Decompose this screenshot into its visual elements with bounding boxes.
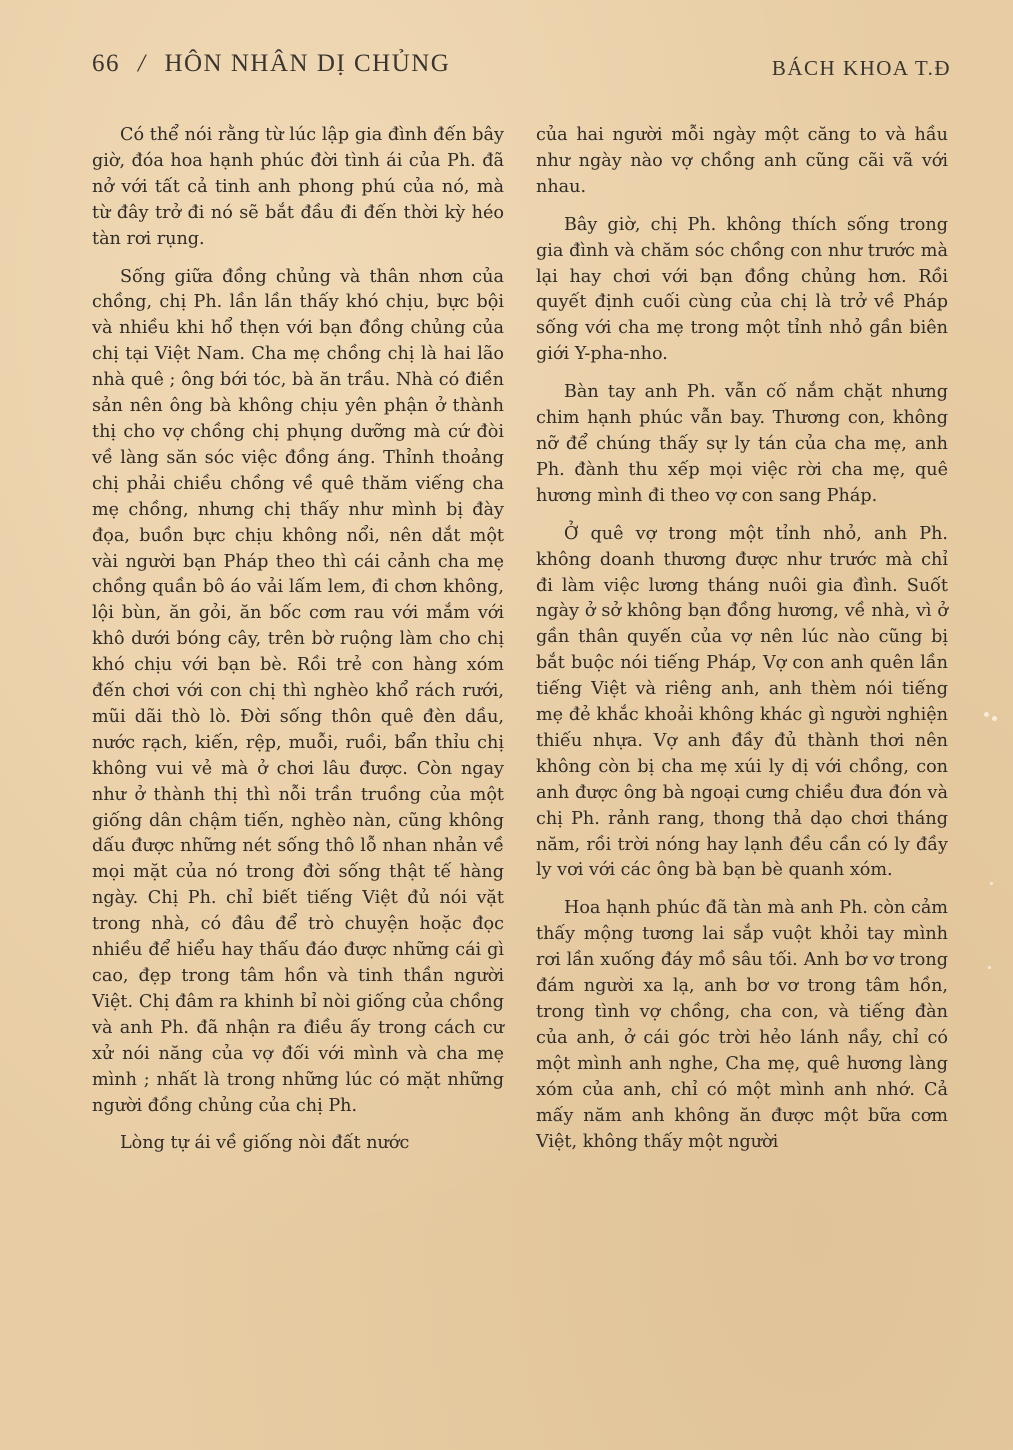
publication-name: BÁCH KHOA T.Đ: [771, 56, 951, 80]
paragraph: Bàn tay anh Ph. vẫn cố nắm chặt nhưng chim hạnh phúc vẫn bay. Thương con, không nỡ để chúng thấy sự ly tán của cha mẹ, anh Ph. đành thu xếp mọi việc rời cha mẹ, quê hương mình đi theo vợ con sang Pháp.: [536, 382, 948, 506]
paragraph: Hoa hạnh phúc đã tàn mà anh Ph. còn cảm thấy mộng tương lai sắp vuột khỏi tay mình rơi lần xuống đáy mồ sâu tối. Anh bơ vơ trong đám người xa lạ, anh bơ vơ trong tâm hồn, trong tình vợ chồng, cha con, và tiếng đàn của anh, ở cái góc trời hẻo lánh nầy, chỉ có một mình anh nghe, Cha mẹ, quê hương làng xóm của anh, chỉ có một mình anh nhớ. Cả mấy năm anh không ăn được một bữa cơm Việt, không thấy một người: [536, 898, 948, 1152]
paragraph: Có thể nói rằng từ lúc lập gia đình đến bây giờ, đóa hoa hạnh phúc đời tình ái của Ph. đã nở với tất cả tinh anh phong phú của nó, mà từ đây trở đi nó sẽ bắt đầu đi đến thời kỳ héo tàn rơi rụng.: [92, 125, 504, 249]
paragraph: Sống giữa đồng chủng và thân nhơn của chồng, chị Ph. lần lần thấy khó chịu, bực bội và nhiều khi hổ thẹn với bạn đồng chủng của chị tại Việt Nam. Cha mẹ chồng chị là hai lão nhà quê ; ông bới tóc, bà ăn trầu. Nhà có điền sản nên ông bà không chịu yên phận ở thành thị cho vợ chồng chị phụng dưỡng mà cứ đòi về làng săn sóc việc đồng áng. Thỉnh thoảng chị phải chiều chồng về quê thăm viếng cha mẹ chồng, nhưng chị thấy như mình bị đày đọa, buồn bực chịu không nổi, nên dắt một vài người bạn Pháp theo thì cái cảnh cha mẹ chồng quần bô áo vải lấm lem, đi chơn không, lội bùn, ăn gỏi, ăn bốc cơm rau với mắm với khô dưới bóng cây, trên bờ ruộng làm cho chị khó chịu với bạn bè. Rồi trẻ con hàng xóm đến chơi với con chị thì nghèo khổ rách rưới, mũi dãi thò lò. Đời sống thôn quê đèn dầu, nước rạch, kiến, rệp, muỗi, ruồi, bẩn thỉu chị không vui vẻ mà ở chơi lâu được. Còn ngay như ở thành thị thì nỗi trần truồng của một giống dân chậm tiến, nghèo nàn, cũng không dấu được những nét sống thô lỗ nhan nhản về mọi mặt của nó trong đời sống thật tế hàng ngày. Chị Ph. chỉ biết tiếng Việt đủ nói vặt trong nhà, có đâu để trò chuyện hoặc đọc nhiều để hiểu hay thấu đáo được những cái gì cao, đẹp trong tâm hồn và tinh thần người Việt. Chị đâm ra khinh bỉ nòi giống của chồng và anh Ph. đã nhận ra điều ấy trong cách cư xử nói năng của vợ đối với mình và cha mẹ mình ; nhất là trong những lúc có mặt những người đồng chủng của chị Ph.: [92, 266, 504, 1116]
paragraph: Ở quê vợ trong một tỉnh nhỏ, anh Ph. không doanh thương được như trước mà chỉ đi làm việc lương tháng nuôi gia đình. Suốt ngày ở sở không bạn đồng hương, về nhà, vì ở gần thân quyến của vợ nên lúc nào cũng bị bắt buộc nói tiếng Pháp, Vợ con anh quên lần tiếng Việt và riêng anh, anh thèm nói tiếng mẹ đẻ khắc khoải không khác gì người nghiện thiếu nhựa. Vợ anh đầy đủ thành thơi nên không còn bị cha mẹ xúi ly dị với chồng, con anh được ông bà ngoại cưng chiều đưa đón và chị Ph. rảnh rang, thong thả dạo chơi tháng năm, rồi trời nóng hay lạnh đều cần có ly đầy ly vơi với các ông bà bạn bè quanh xóm.: [536, 523, 948, 881]
paragraph: Bây giờ, chị Ph. không thích sống trong gia đình và chăm sóc chồng con như trước mà lại hay chơi với bạn đồng chủng hơn. Rồi quyết định cuối cùng của chị là trở về Pháp sống với cha mẹ trong một tỉnh nhỏ gần biên giới Y-pha-nho.: [536, 214, 948, 365]
paper-speck: [988, 966, 991, 969]
article-title: HÔN NHÂN DỊ CHỦNG: [164, 50, 451, 77]
right-column: [536, 123, 948, 1167]
paragraph: của hai người mỗi ngày một căng to và hầu như ngày nào vợ chồng anh cũng cãi vã với nhau.: [536, 125, 948, 197]
page-header: [92, 50, 951, 90]
paper-speck: [990, 882, 993, 885]
left-column: [92, 123, 504, 1169]
paragraph: Lòng tự ái về giống nòi đất nước: [120, 1133, 410, 1154]
paper-speck: [984, 712, 989, 717]
header-left: [92, 50, 450, 78]
page-number: 66: [92, 50, 120, 77]
header-separator: /: [138, 50, 147, 77]
paper-speck: [992, 716, 997, 721]
